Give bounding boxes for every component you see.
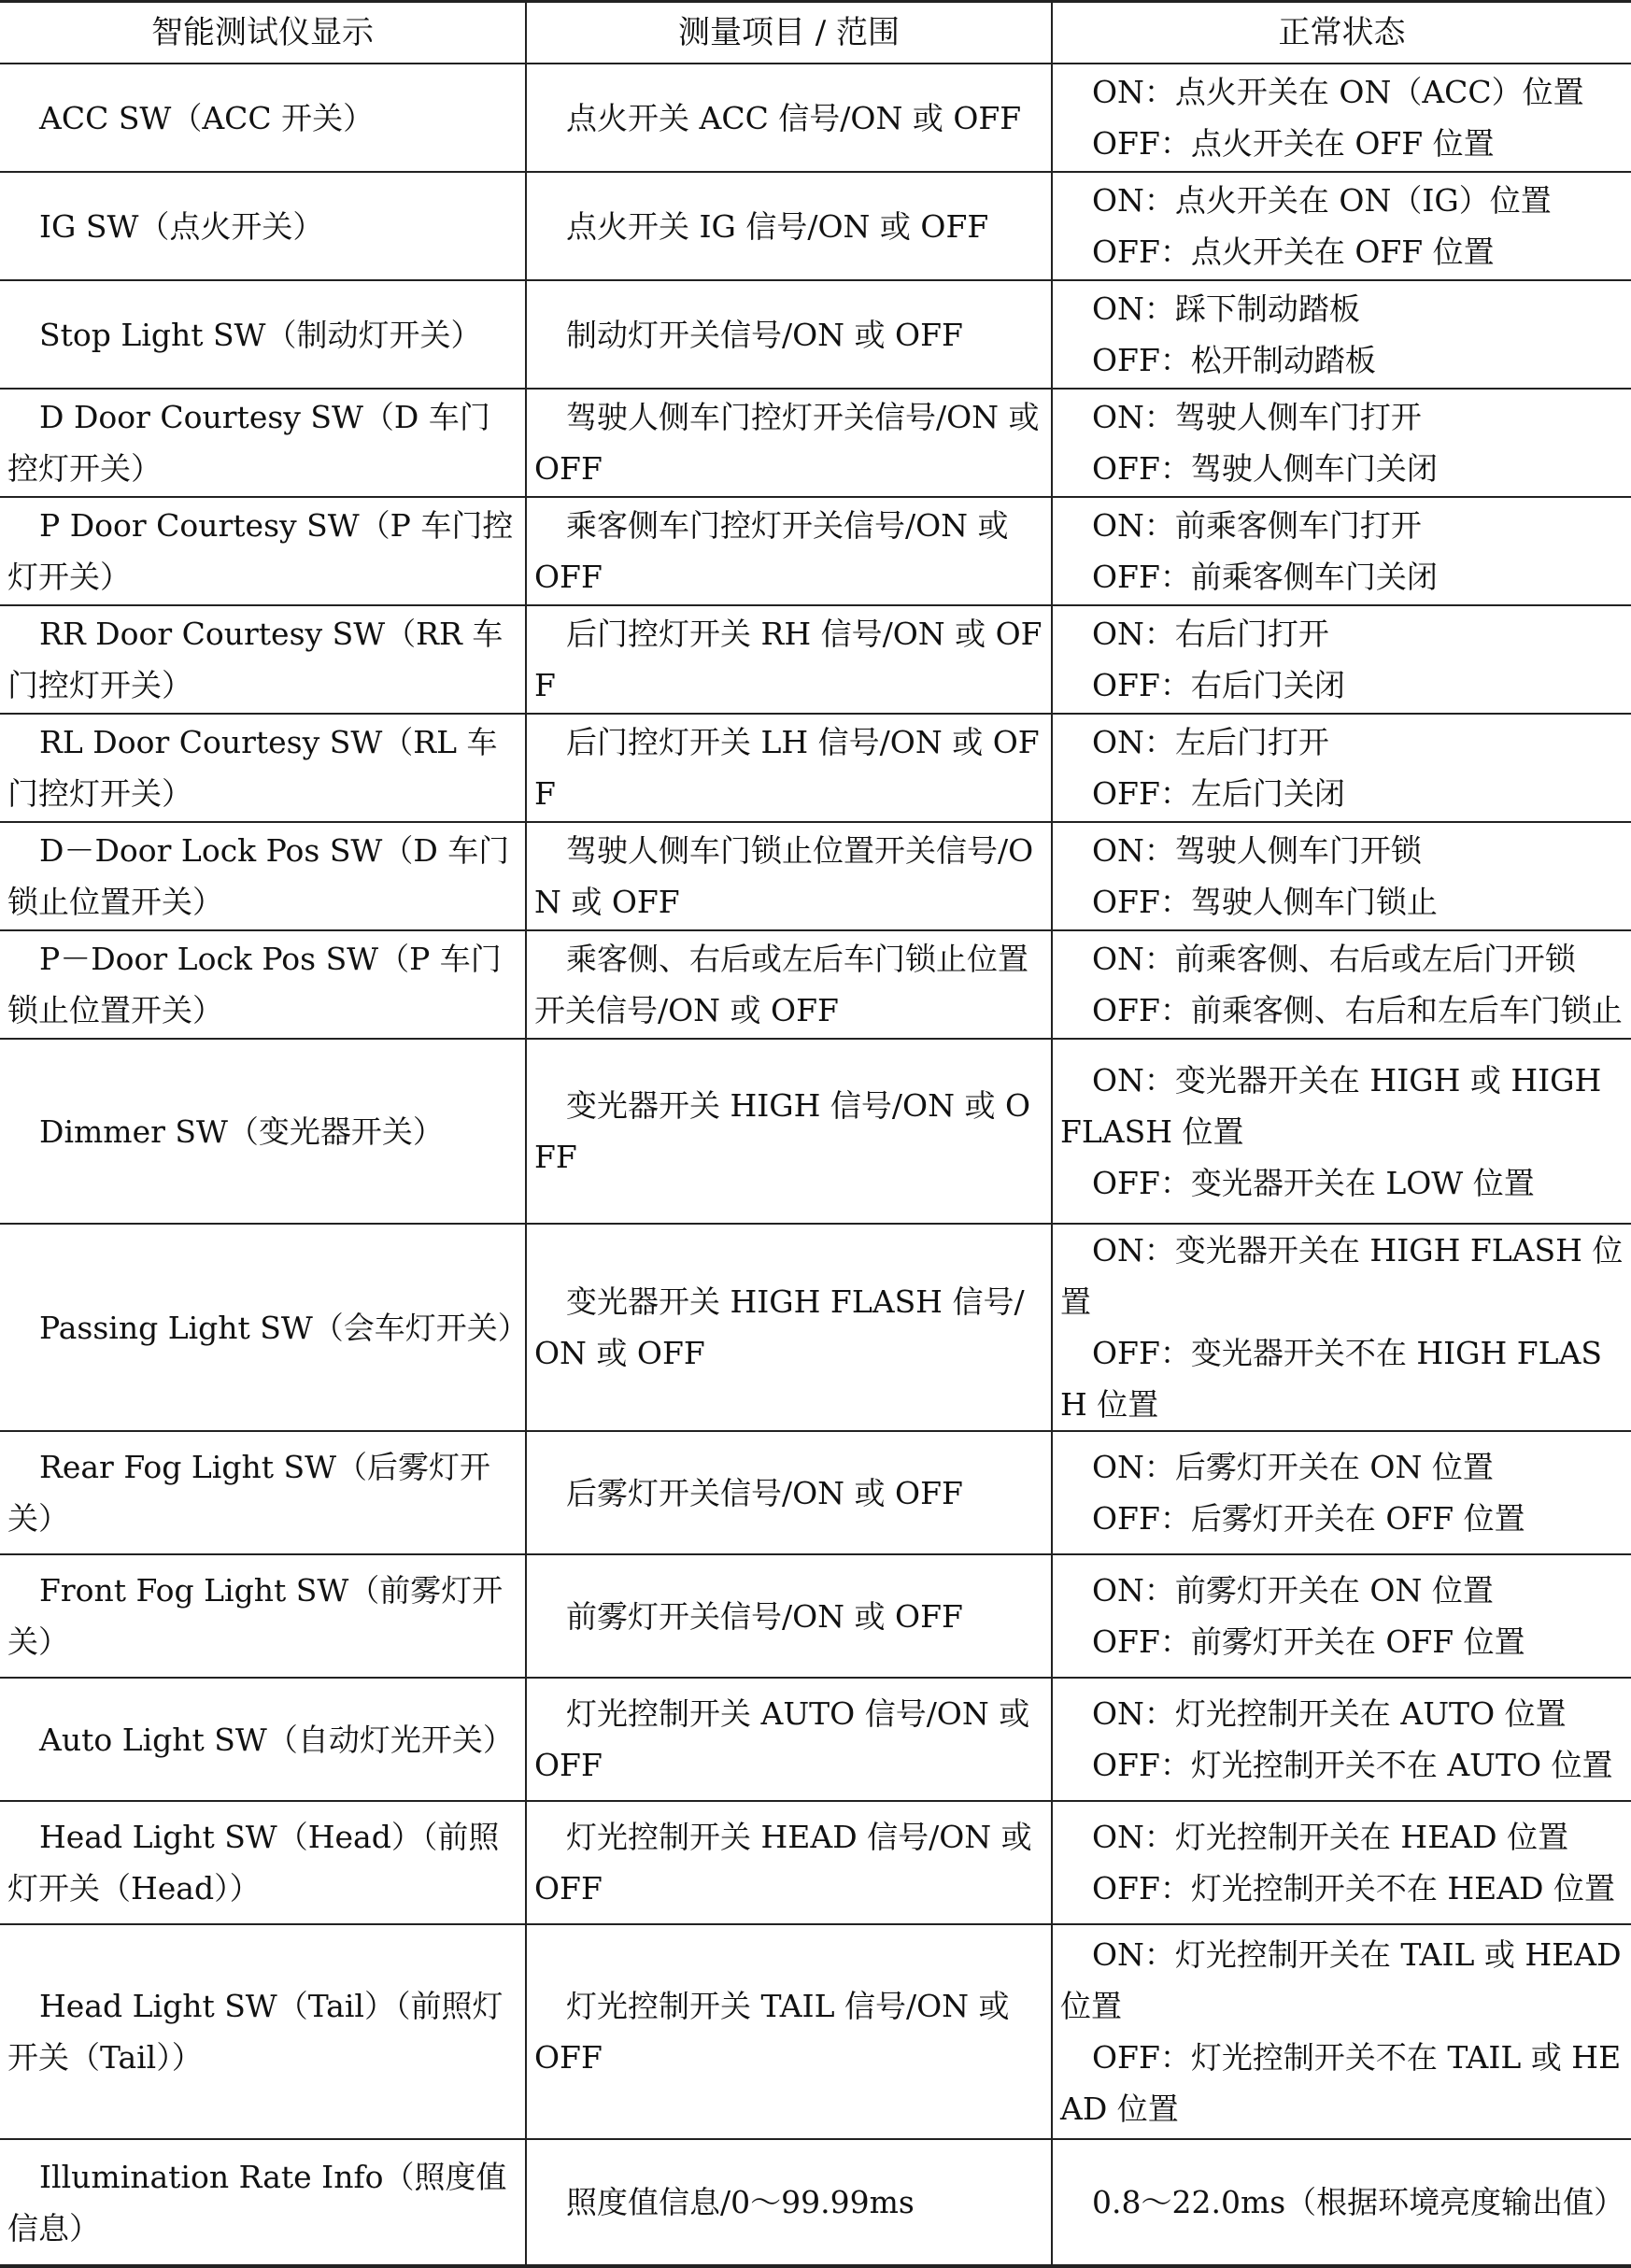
table-row xyxy=(0,1801,1631,1924)
item-range-text: 制动灯开关信号/ON 或 OFF xyxy=(566,316,963,353)
cell-normal-state xyxy=(1052,1678,1631,1801)
cell-normal-state xyxy=(1052,1554,1631,1678)
cell-display xyxy=(0,605,526,714)
cell-display xyxy=(0,64,526,172)
cell-display xyxy=(0,1801,526,1924)
header-display: 智能测试仪显示 xyxy=(0,2,526,64)
state-off-text: OFF：变光器开关在 LOW 位置 xyxy=(1092,1164,1535,1201)
cell-normal-state xyxy=(1052,1801,1631,1924)
display-text: IG SW（点火开关） xyxy=(39,207,324,245)
state-off-text: OFF：驾驶人侧车门锁止 xyxy=(1092,884,1438,920)
display-text: Passing Light SW（会车灯开关） xyxy=(39,1309,529,1346)
table-row xyxy=(0,1224,1631,1431)
state-off-text: OFF：后雾灯开关在 OFF 位置 xyxy=(1092,1500,1525,1537)
item-range-text: 灯光控制开关 TAIL 信号/ON 或 OFF xyxy=(534,1988,1010,2076)
cell-normal-state xyxy=(1052,389,1631,497)
item-range-text: 照度值信息/0～99.99ms xyxy=(566,2184,915,2220)
state-text: 0.8～22.0ms（根据环境亮度输出值） xyxy=(1092,2184,1625,2220)
state-on-text: ON：前雾灯开关在 ON 位置 xyxy=(1092,1572,1494,1609)
item-range-text: 后门控灯开关 LH 信号/ON 或 OFF xyxy=(534,724,1040,812)
display-text: RL Door Courtesy SW（RL 车门控灯开关） xyxy=(7,724,498,812)
cell-item-range xyxy=(526,930,1052,1039)
item-range-text: 灯光控制开关 AUTO 信号/ON 或 OFF xyxy=(534,1695,1030,1783)
state-off-text: OFF：灯光控制开关不在 TAIL 或 HEAD 位置 xyxy=(1060,2039,1622,2127)
table-row xyxy=(0,822,1631,930)
cell-normal-state xyxy=(1052,497,1631,605)
item-range-text: 乘客侧、右后或左后车门锁止位置开关信号/ON 或 OFF xyxy=(534,941,1028,1028)
table-body xyxy=(0,64,1631,2266)
state-on-text: ON：前乘客侧、右后或左后门开锁 xyxy=(1092,941,1576,977)
cell-display xyxy=(0,930,526,1039)
cell-display xyxy=(0,1678,526,1801)
cell-display xyxy=(0,389,526,497)
cell-item-range xyxy=(526,1924,1052,2139)
state-on-text: ON：右后门打开 xyxy=(1092,616,1329,652)
state-off-text: OFF：前乘客侧、右后和左后车门锁止 xyxy=(1092,992,1623,1028)
state-on-text: ON：灯光控制开关在 AUTO 位置 xyxy=(1092,1695,1567,1732)
display-text: P Door Courtesy SW（P 车门控灯开关） xyxy=(7,507,514,595)
header-row xyxy=(0,2,1631,64)
state-on-text: ON：灯光控制开关在 HEAD 位置 xyxy=(1092,1819,1569,1855)
cell-item-range xyxy=(526,714,1052,822)
cell-item-range xyxy=(526,497,1052,605)
item-range-text: 后雾灯开关信号/ON 或 OFF xyxy=(566,1474,963,1511)
header-normal-state: 正常状态 xyxy=(1052,2,1631,64)
state-off-text: OFF：点火开关在 OFF 位置 xyxy=(1092,234,1495,270)
cell-display xyxy=(0,172,526,280)
display-text: RR Door Courtesy SW（RR 车门控灯开关） xyxy=(7,616,503,703)
display-text: Stop Light SW（制动灯开关） xyxy=(39,316,482,353)
item-range-text: 后门控灯开关 RH 信号/ON 或 OFF xyxy=(534,616,1042,703)
table-row xyxy=(0,280,1631,389)
state-on-text: ON：变光器开关在 HIGH FLASH 位置 xyxy=(1060,1232,1624,1320)
display-text: Dimmer SW（变光器开关） xyxy=(39,1113,444,1150)
item-range-text: 变光器开关 HIGH 信号/ON 或 OFF xyxy=(534,1087,1031,1175)
table-row xyxy=(0,64,1631,172)
state-off-text: OFF：驾驶人侧车门关闭 xyxy=(1092,450,1438,487)
state-off-text: OFF：灯光控制开关不在 HEAD 位置 xyxy=(1092,1870,1615,1907)
state-on-text: ON：左后门打开 xyxy=(1092,724,1329,760)
item-range-text: 驾驶人侧车门锁止位置开关信号/ON 或 OFF xyxy=(534,832,1034,920)
table-row xyxy=(0,1431,1631,1554)
table-row xyxy=(0,714,1631,822)
state-on-text: ON：点火开关在 ON（IG）位置 xyxy=(1092,182,1552,219)
display-text: D Door Courtesy SW（D 车门控灯开关） xyxy=(7,399,490,487)
cell-item-range xyxy=(526,1554,1052,1678)
cell-item-range xyxy=(526,1801,1052,1924)
display-text: Illumination Rate Info（照度值信息） xyxy=(7,2158,507,2247)
table-row xyxy=(0,1554,1631,1678)
cell-item-range xyxy=(526,1678,1052,1801)
item-range-text: 点火开关 IG 信号/ON 或 OFF xyxy=(566,207,989,245)
state-off-text: OFF：点火开关在 OFF 位置 xyxy=(1092,125,1495,162)
cell-normal-state xyxy=(1052,930,1631,1039)
cell-normal-state xyxy=(1052,1039,1631,1224)
table-row xyxy=(0,172,1631,280)
item-range-text: 变光器开关 HIGH FLASH 信号/ON 或 OFF xyxy=(534,1283,1025,1371)
state-on-text: ON：前乘客侧车门打开 xyxy=(1092,507,1422,544)
cell-item-range xyxy=(526,1431,1052,1554)
state-off-text: OFF：前乘客侧车门关闭 xyxy=(1092,559,1438,595)
cell-item-range xyxy=(526,389,1052,497)
state-on-text: ON：后雾灯开关在 ON 位置 xyxy=(1092,1449,1494,1485)
item-range-text: 前雾灯开关信号/ON 或 OFF xyxy=(566,1597,963,1635)
table-row xyxy=(0,1039,1631,1224)
cell-normal-state xyxy=(1052,1224,1631,1431)
table-row xyxy=(0,389,1631,497)
cell-display xyxy=(0,1224,529,1431)
cell-display xyxy=(0,1431,526,1554)
state-off-text: OFF：前雾灯开关在 OFF 位置 xyxy=(1092,1623,1525,1660)
table-row xyxy=(0,930,1631,1039)
cell-normal-state xyxy=(1052,172,1631,280)
display-text: Head Light SW（Head）（前照灯开关（Head）） xyxy=(7,1819,500,1907)
item-range-text: 灯光控制开关 HEAD 信号/ON 或 OFF xyxy=(534,1819,1032,1907)
display-text: P－Door Lock Pos SW（P 车门锁止位置开关） xyxy=(7,941,502,1028)
table-row xyxy=(0,1678,1631,1801)
cell-item-range xyxy=(526,822,1052,930)
item-range-text: 乘客侧车门控灯开关信号/ON 或 OFF xyxy=(534,507,1009,595)
cell-item-range xyxy=(526,1224,1052,1431)
display-text: Head Light SW（Tail）（前照灯开关（Tail）） xyxy=(7,1988,503,2076)
cell-display xyxy=(0,280,526,389)
state-on-text: ON：踩下制动踏板 xyxy=(1092,291,1360,327)
cell-normal-state xyxy=(1052,714,1631,822)
cell-normal-state xyxy=(1052,1431,1631,1554)
state-on-text: ON：点火开关在 ON（ACC）位置 xyxy=(1092,74,1584,110)
state-off-text: OFF：右后门关闭 xyxy=(1092,667,1345,703)
state-off-text: OFF：左后门关闭 xyxy=(1092,775,1345,812)
display-text: Rear Fog Light SW（后雾灯开关） xyxy=(7,1449,491,1537)
header-item-range: 测量项目 / 范围 xyxy=(526,2,1052,64)
table-row xyxy=(0,497,1631,605)
display-text: D－Door Lock Pos SW（D 车门锁止位置开关） xyxy=(7,832,510,920)
cell-display xyxy=(0,822,526,930)
display-text: Auto Light SW（自动灯光开关） xyxy=(39,1721,514,1758)
cell-item-range xyxy=(526,1039,1052,1224)
cell-display xyxy=(0,714,526,822)
state-off-text: OFF：变光器开关不在 HIGH FLASH 位置 xyxy=(1060,1335,1603,1423)
cell-display xyxy=(0,1039,526,1224)
cell-item-range xyxy=(526,172,1052,280)
state-off-text: OFF：灯光控制开关不在 AUTO 位置 xyxy=(1092,1747,1613,1783)
state-on-text: ON：灯光控制开关在 TAIL 或 HEAD 位置 xyxy=(1060,1936,1622,2024)
cell-normal-state xyxy=(1052,2139,1631,2266)
cell-normal-state xyxy=(1052,280,1631,389)
display-text: ACC SW（ACC 开关） xyxy=(39,99,375,136)
cell-normal-state xyxy=(1052,822,1631,930)
cell-item-range xyxy=(526,280,1052,389)
cell-display xyxy=(0,1924,526,2139)
cell-item-range xyxy=(526,605,1052,714)
state-on-text: ON：变光器开关在 HIGH 或 HIGH FLASH 位置 xyxy=(1060,1061,1602,1150)
cell-normal-state xyxy=(1052,1924,1631,2139)
state-on-text: ON：驾驶人侧车门开锁 xyxy=(1092,832,1422,869)
cell-normal-state xyxy=(1052,605,1631,714)
cell-normal-state xyxy=(1052,64,1631,172)
state-on-text: ON：驾驶人侧车门打开 xyxy=(1092,399,1422,435)
cell-display xyxy=(0,2139,526,2266)
item-range-text: 点火开关 ACC 信号/ON 或 OFF xyxy=(566,99,1022,136)
item-range-text: 驾驶人侧车门控灯开关信号/ON 或 OFF xyxy=(534,399,1040,487)
table-row xyxy=(0,1924,1631,2139)
table-row xyxy=(0,605,1631,714)
cell-item-range xyxy=(526,64,1052,172)
cell-display xyxy=(0,497,526,605)
table-row xyxy=(0,2139,1631,2266)
cell-item-range xyxy=(526,2139,1052,2266)
state-off-text: OFF：松开制动踏板 xyxy=(1092,342,1376,378)
cell-display xyxy=(0,1554,526,1678)
display-text: Front Fog Light SW（前雾灯开关） xyxy=(7,1572,503,1660)
